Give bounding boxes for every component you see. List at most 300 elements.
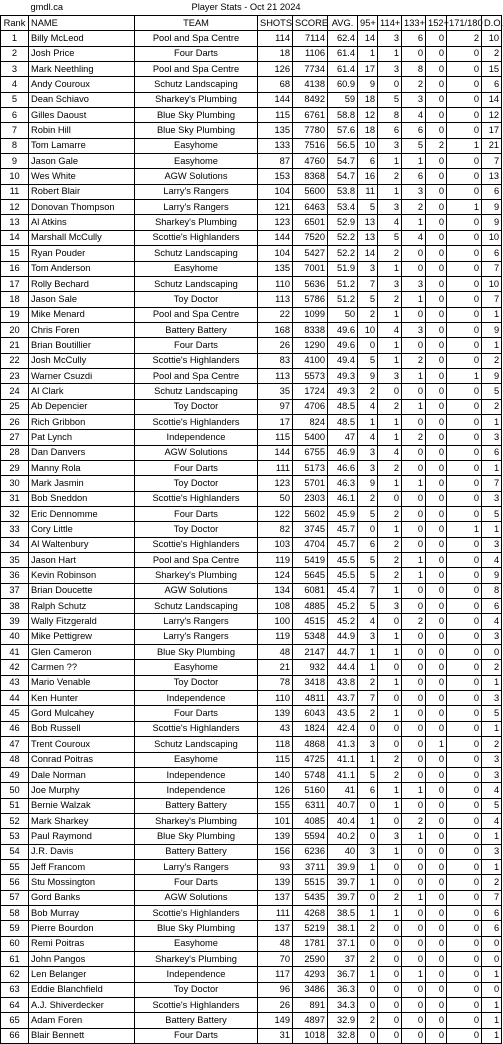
cell-avg: 32.9	[328, 1013, 358, 1028]
cell-avg: 52.2	[328, 230, 358, 245]
cell-c114: 0	[378, 614, 402, 629]
cell-avg: 48.5	[328, 399, 358, 414]
cell-c171: 0	[447, 645, 482, 660]
cell-avg: 44.9	[328, 629, 358, 644]
cell-c114: 0	[378, 384, 402, 399]
cell-shots: 26	[258, 998, 293, 1013]
cell-c114: 0	[378, 921, 402, 936]
cell-avg: 42.4	[328, 721, 358, 736]
cell-shots: 155	[258, 798, 293, 813]
cell-team: Independence	[135, 783, 258, 798]
cell-avg: 40.7	[328, 798, 358, 813]
cell-rank: 3	[1, 62, 29, 77]
cell-c133: 3	[402, 276, 426, 291]
cell-score: 7734	[293, 62, 328, 77]
cell-c133: 0	[402, 752, 426, 767]
cell-avg: 57.6	[328, 123, 358, 138]
cell-c114: 1	[378, 154, 402, 169]
cell-c152: 0	[426, 537, 447, 552]
cell-avg: 48.5	[328, 414, 358, 429]
cell-c152: 2	[426, 138, 447, 153]
cell-avg: 41.3	[328, 737, 358, 752]
cell-c152: 0	[426, 108, 447, 123]
header-team: TEAM	[135, 16, 258, 31]
cell-score: 5701	[293, 476, 328, 491]
cell-c133: 0	[402, 844, 426, 859]
page-title: Player Stats - Oct 21 2024	[191, 2, 301, 12]
cell-c133: 4	[402, 108, 426, 123]
cell-c114: 2	[378, 568, 402, 583]
cell-c114: 2	[378, 507, 402, 522]
cell-shots: 123	[258, 476, 293, 491]
cell-avg: 37	[328, 951, 358, 966]
cell-score: 7516	[293, 138, 328, 153]
table-row	[1, 875, 502, 890]
cell-c114: 0	[378, 1028, 402, 1043]
cell-shots: 82	[258, 522, 293, 537]
cell-team: Pool and Spa Centre	[135, 307, 258, 322]
cell-name: Tom Lamarre	[29, 138, 135, 153]
cell-team: AGW Solutions	[135, 169, 258, 184]
cell-c114: 2	[378, 537, 402, 552]
cell-do: 4	[482, 553, 502, 568]
cell-shots: 103	[258, 537, 293, 552]
cell-c171: 0	[447, 936, 482, 951]
cell-team: Sharkey's Plumbing	[135, 813, 258, 828]
cell-score: 1106	[293, 46, 328, 61]
cell-rank: 66	[1, 1028, 29, 1043]
cell-c114: 1	[378, 307, 402, 322]
cell-do: 3	[482, 491, 502, 506]
cell-c95: 1	[358, 967, 378, 982]
cell-c152: 0	[426, 890, 447, 905]
cell-c95: 14	[358, 246, 378, 261]
cell-team: Schutz Landscaping	[135, 737, 258, 752]
cell-rank: 22	[1, 353, 29, 368]
cell-score: 5748	[293, 767, 328, 782]
cell-c114: 0	[378, 660, 402, 675]
cell-c152: 0	[426, 522, 447, 537]
cell-score: 1290	[293, 338, 328, 353]
cell-name: Billy McLeod	[29, 31, 135, 46]
cell-c133: 0	[402, 660, 426, 675]
cell-c95: 0	[358, 998, 378, 1013]
cell-rank: 49	[1, 767, 29, 782]
cell-do: 7	[482, 476, 502, 491]
table-row	[1, 905, 502, 920]
cell-team: Pool and Spa Centre	[135, 553, 258, 568]
cell-shots: 48	[258, 936, 293, 951]
cell-do: 7	[482, 154, 502, 169]
cell-rank: 15	[1, 246, 29, 261]
cell-name: Trent Couroux	[29, 737, 135, 752]
cell-c114: 4	[378, 215, 402, 230]
cell-avg: 59	[328, 92, 358, 107]
cell-c133: 0	[402, 936, 426, 951]
cell-rank: 12	[1, 200, 29, 215]
cell-name: Mark Jasmin	[29, 476, 135, 491]
cell-c95: 2	[358, 921, 378, 936]
cell-c152: 0	[426, 246, 447, 261]
cell-c133: 0	[402, 1013, 426, 1028]
cell-c133: 8	[402, 62, 426, 77]
cell-c114: 3	[378, 368, 402, 383]
cell-c95: 17	[358, 62, 378, 77]
table-row	[1, 399, 502, 414]
cell-rank: 35	[1, 553, 29, 568]
cell-c114: 1	[378, 798, 402, 813]
cell-team: Scottie's Highlanders	[135, 998, 258, 1013]
cell-name: Josh McCully	[29, 353, 135, 368]
cell-avg: 37.1	[328, 936, 358, 951]
cell-avg: 39.7	[328, 890, 358, 905]
cell-do: 3	[482, 629, 502, 644]
cell-rank: 2	[1, 46, 29, 61]
cell-rank: 19	[1, 307, 29, 322]
header-133-plus: 133+	[402, 16, 426, 31]
cell-rank: 39	[1, 614, 29, 629]
cell-c133: 0	[402, 460, 426, 475]
cell-c171: 0	[447, 169, 482, 184]
cell-avg: 58.8	[328, 108, 358, 123]
cell-avg: 45.7	[328, 537, 358, 552]
cell-c171: 1	[447, 522, 482, 537]
cell-team: Independence	[135, 430, 258, 445]
cell-c171: 0	[447, 246, 482, 261]
cell-c171: 0	[447, 599, 482, 614]
cell-shots: 115	[258, 752, 293, 767]
cell-score: 1018	[293, 1028, 328, 1043]
cell-name: Gilles Daoust	[29, 108, 135, 123]
cell-do: 6	[482, 445, 502, 460]
cell-c95: 5	[358, 767, 378, 782]
header-152-plus: 152+	[426, 16, 447, 31]
cell-c114: 2	[378, 292, 402, 307]
cell-c114: 1	[378, 645, 402, 660]
cell-c114: 1	[378, 844, 402, 859]
cell-avg: 49.3	[328, 368, 358, 383]
cell-c114: 1	[378, 783, 402, 798]
cell-c152: 0	[426, 384, 447, 399]
cell-shots: 168	[258, 322, 293, 337]
cell-c114: 0	[378, 936, 402, 951]
header-rank: Rank	[1, 16, 29, 31]
cell-rank: 4	[1, 77, 29, 92]
cell-do: 4	[482, 614, 502, 629]
cell-do: 5	[482, 507, 502, 522]
cell-c152: 0	[426, 905, 447, 920]
cell-name: Al Clark	[29, 384, 135, 399]
cell-c171: 0	[447, 706, 482, 721]
cell-shots: 21	[258, 660, 293, 675]
cell-do: 7	[482, 292, 502, 307]
cell-name: Eddie Blanchfield	[29, 982, 135, 997]
cell-avg: 39.9	[328, 859, 358, 874]
cell-c133: 0	[402, 721, 426, 736]
table-row	[1, 783, 502, 798]
cell-avg: 50	[328, 307, 358, 322]
cell-score: 2303	[293, 491, 328, 506]
cell-team: Toy Doctor	[135, 522, 258, 537]
cell-name: Blair Bennett	[29, 1028, 135, 1043]
cell-name: Remi Poitras	[29, 936, 135, 951]
cell-rank: 11	[1, 184, 29, 199]
table-row	[1, 645, 502, 660]
cell-do: 6	[482, 921, 502, 936]
header-171-180: 171/180	[447, 16, 482, 31]
cell-do: 1	[482, 307, 502, 322]
cell-rank: 64	[1, 998, 29, 1013]
cell-c171: 0	[447, 1013, 482, 1028]
cell-c171: 0	[447, 384, 482, 399]
cell-score: 7780	[293, 123, 328, 138]
cell-c95: 0	[358, 829, 378, 844]
cell-shots: 126	[258, 62, 293, 77]
table-row	[1, 246, 502, 261]
cell-c95: 1	[358, 660, 378, 675]
cell-avg: 47	[328, 430, 358, 445]
cell-name: Marshall McCully	[29, 230, 135, 245]
cell-c152: 0	[426, 322, 447, 337]
cell-score: 6043	[293, 706, 328, 721]
cell-shots: 101	[258, 813, 293, 828]
cell-name: Mike Pettigrew	[29, 629, 135, 644]
cell-c152: 1	[426, 737, 447, 752]
cell-c133: 0	[402, 414, 426, 429]
cell-shots: 18	[258, 46, 293, 61]
cell-team: Toy Doctor	[135, 399, 258, 414]
cell-shots: 144	[258, 445, 293, 460]
cell-c133: 1	[402, 215, 426, 230]
cell-team: Sharkey's Plumbing	[135, 568, 258, 583]
cell-c133: 1	[402, 553, 426, 568]
cell-avg: 41	[328, 783, 358, 798]
cell-avg: 36.7	[328, 967, 358, 982]
cell-avg: 54.7	[328, 169, 358, 184]
cell-name: A.J. Shiverdecker	[29, 998, 135, 1013]
cell-team: Sharkey's Plumbing	[135, 92, 258, 107]
cell-c114: 3	[378, 276, 402, 291]
cell-name: Glen Cameron	[29, 645, 135, 660]
cell-score: 4811	[293, 691, 328, 706]
cell-shots: 139	[258, 829, 293, 844]
cell-score: 5515	[293, 875, 328, 890]
cell-name: Joe Murphy	[29, 783, 135, 798]
cell-name: Bernie Walzak	[29, 798, 135, 813]
cell-team: AGW Solutions	[135, 445, 258, 460]
cell-c114: 1	[378, 46, 402, 61]
cell-team: Four Darts	[135, 1028, 258, 1043]
cell-c95: 0	[358, 890, 378, 905]
cell-c133: 2	[402, 200, 426, 215]
cell-c133: 4	[402, 230, 426, 245]
table-row	[1, 77, 502, 92]
cell-c152: 0	[426, 629, 447, 644]
cell-c95: 0	[358, 338, 378, 353]
cell-team: Scottie's Highlanders	[135, 491, 258, 506]
cell-c95: 3	[358, 460, 378, 475]
cell-c133: 0	[402, 307, 426, 322]
cell-do: 6	[482, 905, 502, 920]
cell-shots: 135	[258, 261, 293, 276]
table-row	[1, 276, 502, 291]
cell-c95: 0	[358, 936, 378, 951]
cell-rank: 63	[1, 982, 29, 997]
cell-name: Mark Sharkey	[29, 813, 135, 828]
cell-c133: 0	[402, 767, 426, 782]
cell-avg: 43.5	[328, 706, 358, 721]
cell-name: Rich Gribbon	[29, 414, 135, 429]
cell-c171: 0	[447, 507, 482, 522]
cell-c95: 2	[358, 675, 378, 690]
cell-rank: 8	[1, 138, 29, 153]
cell-do: 3	[482, 844, 502, 859]
cell-c95: 7	[358, 691, 378, 706]
cell-shots: 134	[258, 583, 293, 598]
cell-score: 7114	[293, 31, 328, 46]
cell-c133: 0	[402, 875, 426, 890]
cell-c133: 6	[402, 169, 426, 184]
cell-c171: 0	[447, 675, 482, 690]
cell-rank: 34	[1, 537, 29, 552]
cell-do: 10	[482, 276, 502, 291]
cell-score: 1099	[293, 307, 328, 322]
cell-rank: 10	[1, 169, 29, 184]
cell-c114: 1	[378, 414, 402, 429]
cell-avg: 46.1	[328, 491, 358, 506]
title-row	[1, 0, 502, 16]
cell-do: 3	[482, 752, 502, 767]
cell-rank: 43	[1, 675, 29, 690]
cell-shots: 50	[258, 491, 293, 506]
cell-team: Larry's Rangers	[135, 614, 258, 629]
cell-c171: 0	[447, 460, 482, 475]
cell-shots: 113	[258, 368, 293, 383]
cell-score: 3745	[293, 522, 328, 537]
cell-c95: 0	[358, 522, 378, 537]
table-row	[1, 46, 502, 61]
cell-c171: 0	[447, 445, 482, 460]
cell-shots: 108	[258, 599, 293, 614]
cell-c171: 0	[447, 998, 482, 1013]
cell-c95: 13	[358, 230, 378, 245]
cell-c152: 0	[426, 859, 447, 874]
cell-score: 5602	[293, 507, 328, 522]
cell-c114: 0	[378, 1013, 402, 1028]
cell-score: 5173	[293, 460, 328, 475]
cell-shots: 26	[258, 338, 293, 353]
cell-avg: 44.4	[328, 660, 358, 675]
cell-name: Carmen ??	[29, 660, 135, 675]
cell-rank: 25	[1, 399, 29, 414]
cell-name: Bob Sneddon	[29, 491, 135, 506]
cell-rank: 41	[1, 645, 29, 660]
table-row	[1, 583, 502, 598]
cell-shots: 156	[258, 844, 293, 859]
cell-c171: 0	[447, 583, 482, 598]
cell-c133: 1	[402, 154, 426, 169]
cell-c171: 0	[447, 982, 482, 997]
cell-c152: 0	[426, 614, 447, 629]
cell-c133: 0	[402, 599, 426, 614]
cell-rank: 53	[1, 829, 29, 844]
cell-shots: 48	[258, 645, 293, 660]
cell-do: 2	[482, 46, 502, 61]
cell-c152: 0	[426, 875, 447, 890]
cell-c133: 2	[402, 77, 426, 92]
cell-score: 4868	[293, 737, 328, 752]
cell-c133: 0	[402, 537, 426, 552]
cell-c171: 0	[447, 322, 482, 337]
header-d-o: D.O.	[482, 16, 502, 31]
cell-name: Robert Blair	[29, 184, 135, 199]
cell-c133: 0	[402, 583, 426, 598]
cell-shots: 124	[258, 568, 293, 583]
cell-c171: 0	[447, 92, 482, 107]
cell-shots: 137	[258, 921, 293, 936]
table-row	[1, 353, 502, 368]
cell-avg: 43.8	[328, 675, 358, 690]
cell-rank: 24	[1, 384, 29, 399]
table-row	[1, 568, 502, 583]
cell-shots: 100	[258, 614, 293, 629]
cell-c114: 1	[378, 353, 402, 368]
cell-rank: 51	[1, 798, 29, 813]
header-score: SCORE	[293, 16, 328, 31]
cell-team: Blue Sky Plumbing	[135, 645, 258, 660]
cell-c133: 2	[402, 353, 426, 368]
cell-shots: 126	[258, 783, 293, 798]
cell-shots: 114	[258, 31, 293, 46]
cell-c171: 0	[447, 721, 482, 736]
cell-score: 4897	[293, 1013, 328, 1028]
cell-avg: 51.2	[328, 292, 358, 307]
table-row	[1, 936, 502, 951]
cell-c95: 4	[358, 614, 378, 629]
cell-team: Four Darts	[135, 460, 258, 475]
cell-team: Battery Battery	[135, 798, 258, 813]
cell-shots: 123	[258, 215, 293, 230]
cell-avg: 41.1	[328, 767, 358, 782]
cell-score: 5786	[293, 292, 328, 307]
cell-do: 21	[482, 138, 502, 153]
cell-c171: 0	[447, 829, 482, 844]
cell-score: 4100	[293, 353, 328, 368]
cell-score: 5160	[293, 783, 328, 798]
table-row	[1, 384, 502, 399]
cell-c152: 0	[426, 430, 447, 445]
cell-name: Cory Little	[29, 522, 135, 537]
cell-c133: 0	[402, 384, 426, 399]
table-row	[1, 890, 502, 905]
cell-shots: 113	[258, 292, 293, 307]
cell-c95: 1	[358, 859, 378, 874]
cell-c171: 0	[447, 951, 482, 966]
cell-score: 4885	[293, 599, 328, 614]
cell-rank: 33	[1, 522, 29, 537]
table-row	[1, 537, 502, 552]
cell-c114: 5	[378, 230, 402, 245]
table-row	[1, 660, 502, 675]
table-row	[1, 522, 502, 537]
cell-name: John Pangos	[29, 951, 135, 966]
cell-team: Blue Sky Plumbing	[135, 108, 258, 123]
cell-team: Blue Sky Plumbing	[135, 123, 258, 138]
cell-name: Dean Schiavo	[29, 92, 135, 107]
cell-rank: 17	[1, 276, 29, 291]
cell-c152: 0	[426, 721, 447, 736]
cell-rank: 42	[1, 660, 29, 675]
